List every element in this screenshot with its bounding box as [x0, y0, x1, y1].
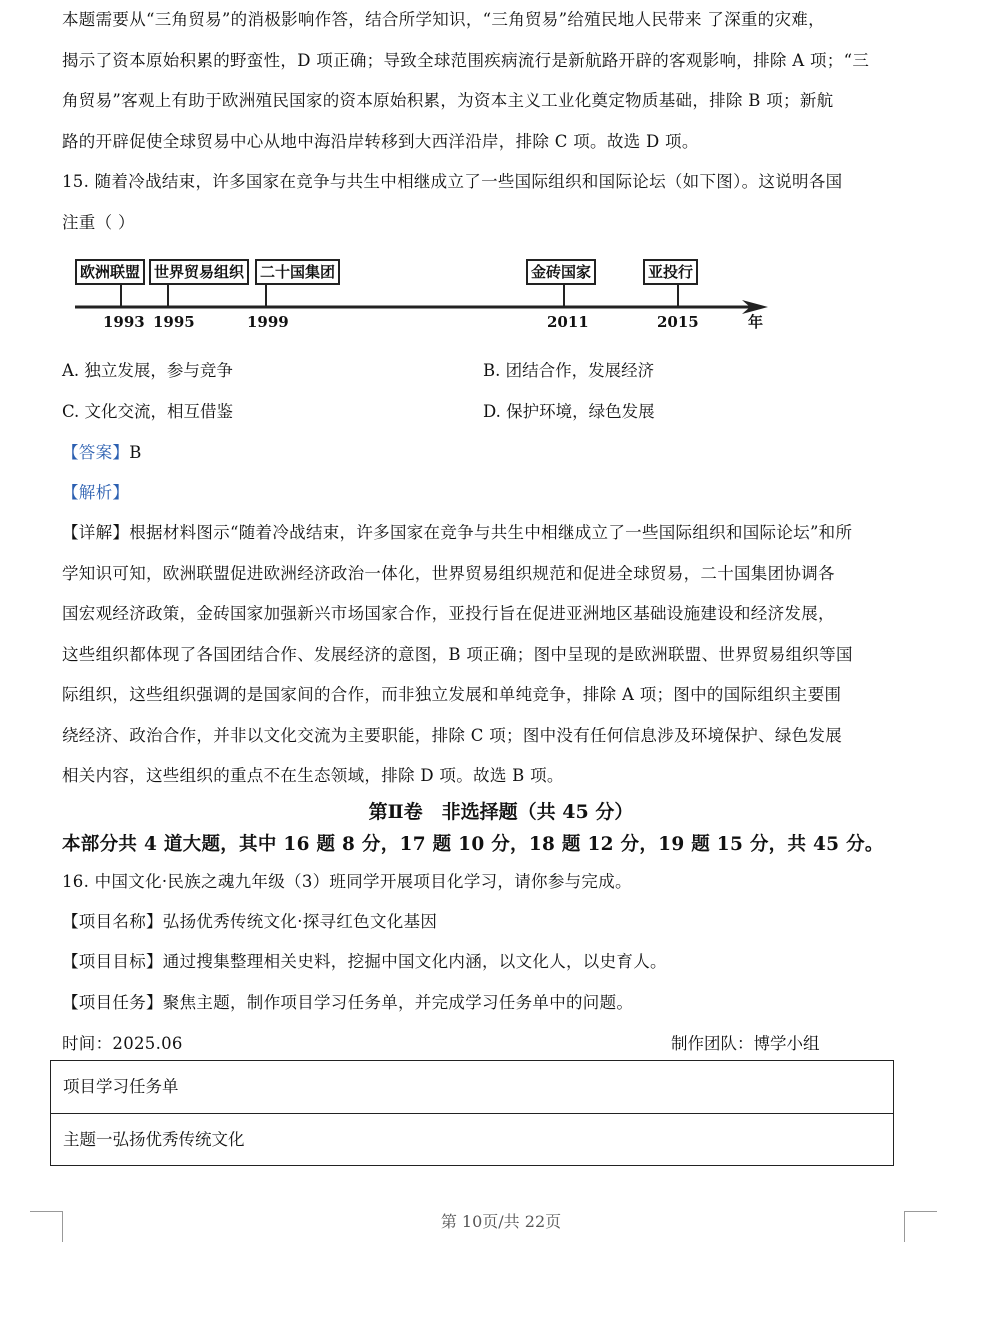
timeline-org-eu: 欧洲联盟	[75, 259, 145, 285]
answer-label: 【答案】	[62, 443, 130, 462]
detail-line: 绕经济、政治合作，并非以文化交流为主要职能，排除 C 项；图中没有任何信息涉及环境保护、绿色发展	[62, 726, 843, 745]
table-row: 主题一弘扬优秀传统文化	[51, 1113, 893, 1165]
timeline-org-wto: 世界贸易组织	[149, 259, 249, 285]
detail-label: 【详解】	[62, 523, 130, 542]
section-description: 本部分共 4 道大题，其中 16 题 8 分，17 题 10 分，18 题 12 分，19 题 15 分，共 45 分。	[62, 834, 884, 855]
answer-value: B	[129, 443, 142, 462]
question-15-stem: 15. 随着冷战结束，许多国家在竞争与共生中相继成立了一些国际组织和国际论坛（如下图）。这说明各国	[62, 172, 843, 191]
project-task: 【项目任务】聚焦主题，制作项目学习任务单，并完成学习任务单中的问题。	[62, 993, 634, 1012]
page-footer: 第 10页/共 22页	[440, 1212, 562, 1231]
detail-text: 根据材料图示“随着冷战结束，许多国家在竞争与共生中相继成立了一些国际组织和国际论坛”和所	[129, 523, 853, 542]
option-b: B. 团结合作，发展经济	[483, 361, 655, 380]
option-c: C. 文化交流，相互借鉴	[62, 402, 234, 421]
timeline-year: 1999	[247, 313, 289, 331]
detail-line: 相关内容，这些组织的重点不在生态领域，排除 D 项。故选 B 项。	[62, 766, 564, 785]
paragraph-line: 本题需要从“三角贸易”的消极影响作答，结合所学知识，“三角贸易”给殖民地人民带来 了深重的灾难，	[62, 10, 825, 29]
question-16-stem: 16. 中国文化·民族之魂九年级（3）班同学开展项目化学习，请你参与完成。	[62, 872, 632, 891]
project-name: 【项目名称】弘扬优秀传统文化·探寻红色文化基因	[62, 912, 438, 931]
project-team: 制作团队：博学小组	[671, 1034, 820, 1053]
paragraph-line: 角贸易”客观上有助于欧洲殖民国家的资本原始积累，为资本主义工业化奠定物质基础，排除 B 项；新航	[62, 91, 834, 110]
detail-line: 际组织，这些组织强调的是国家间的合作，而非独立发展和单纯竞争，排除 A 项；图中的国际组织主要围	[62, 685, 842, 704]
detail-line: 这些组织都体现了各国团结合作、发展经济的意图，B 项正确；图中呈现的是欧洲联盟、世界贸易组织等国	[62, 645, 853, 664]
table-row: 项目学习任务单	[63, 1077, 179, 1096]
analysis-label: 【解析】	[62, 483, 130, 502]
option-d: D. 保护环境，绿色发展	[483, 402, 655, 421]
question-15-stem-cont: 注重（ ）	[62, 213, 135, 232]
paragraph-line: 揭示了资本原始积累的野蛮性，D 项正确；导致全球范围疾病流行是新航路开辟的客观影响，排除 A 项；“三	[62, 51, 870, 70]
timeline-year: 1993	[103, 313, 145, 331]
option-a: A. 独立发展，参与竞争	[62, 361, 233, 380]
project-time: 时间：2025.06	[62, 1034, 183, 1053]
timeline-org-aiib: 亚投行	[643, 259, 698, 285]
timeline-unit: 年	[748, 313, 764, 331]
timeline-year: 1995	[153, 313, 195, 331]
timeline-year: 2011	[547, 313, 589, 331]
task-sheet-table	[50, 1060, 894, 1166]
timeline-year: 2015	[657, 313, 699, 331]
timeline-org-brics: 金砖国家	[526, 259, 596, 285]
detail-line: 国宏观经济政策，金砖国家加强新兴市场国家合作，亚投行旨在促进亚洲地区基础设施建设和经济发展，	[62, 604, 835, 623]
project-goal: 【项目目标】通过搜集整理相关史料，挖掘中国文化内涵，以文化人，以史育人。	[62, 952, 667, 971]
detail-line: 学知识可知，欧洲联盟促进欧洲经济政治一体化，世界贸易组织规范和促进全球贸易，二十国集团协调各	[62, 564, 835, 583]
section-title: 第Ⅱ卷 非选择题（共 45 分）	[368, 801, 634, 823]
timeline-org-g20: 二十国集团	[255, 259, 340, 285]
detail-line	[62, 519, 852, 543]
paragraph-line: 路的开辟促使全球贸易中心从地中海沿岸转移到大西洋沿岸，排除 C 项。故选 D 项。	[62, 132, 699, 151]
answer-row	[62, 439, 142, 463]
timeline-figure	[70, 245, 790, 340]
